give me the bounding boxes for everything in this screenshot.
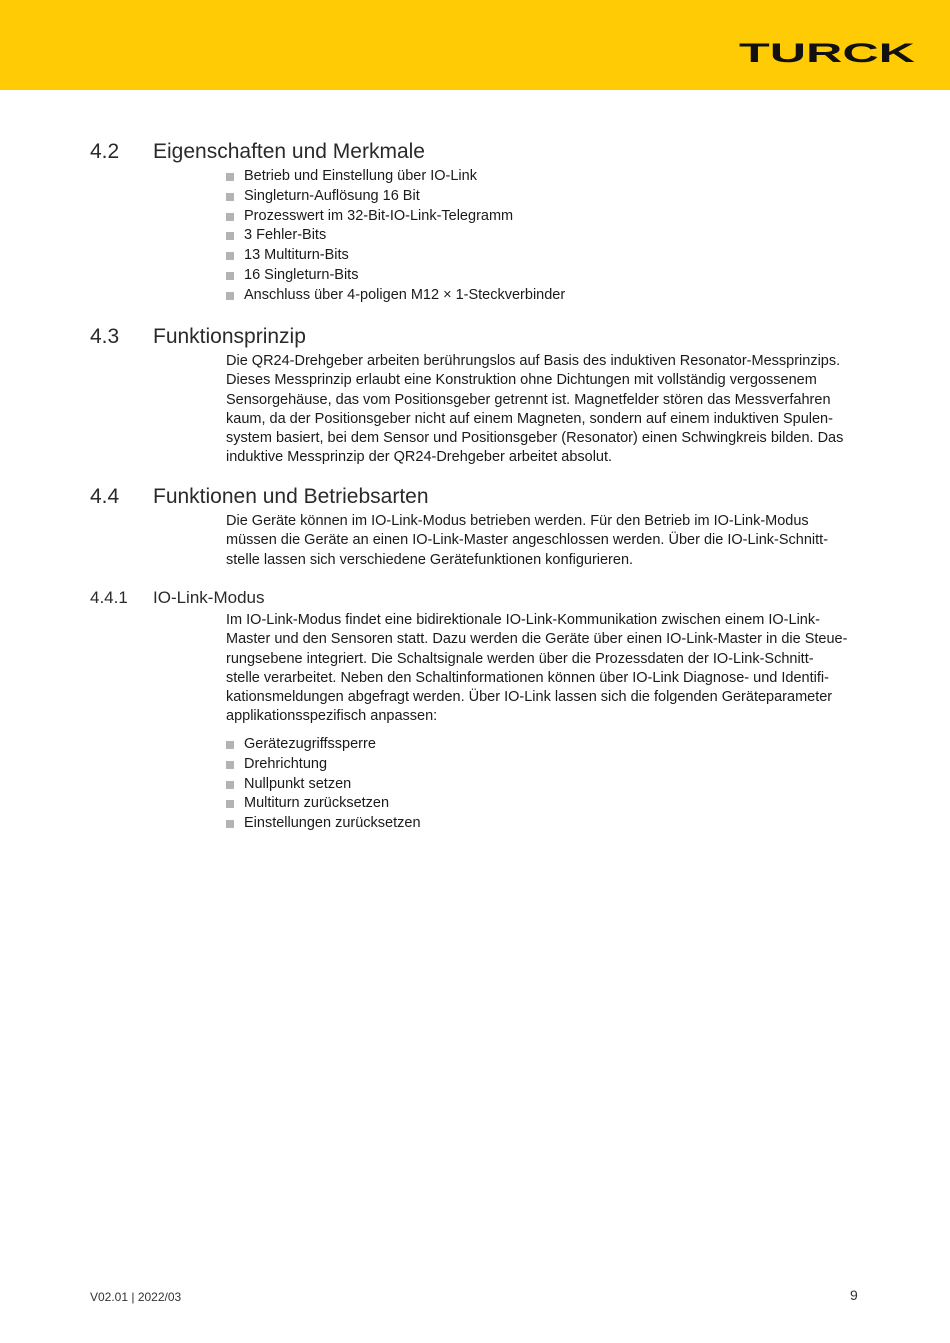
feature-list xyxy=(226,167,565,306)
list-item: 3 Fehler-Bits xyxy=(226,226,565,246)
list-item: Gerätezugriffssperre xyxy=(226,735,421,755)
text-line: Die QR24-Drehgeber arbeiten berührungslos auf Basis des induktiven Resonator-Messprinzips. xyxy=(226,353,841,369)
text-line: Dieses Messprinzip erlaubt eine Konstruktion ohne Dichtungen mit vollständig vergossenem xyxy=(226,372,817,389)
list-item: Nullpunkt setzen xyxy=(226,775,421,795)
text-line: kationsmeldungen abgefragt werden. Über IO-Link lassen sich die folgenden Geräteparameter xyxy=(226,689,833,706)
text-line: Im IO-Link-Modus findet eine bidirektionale IO-Link-Kommunikation zwischen einem IO-Link- xyxy=(226,612,820,628)
list-item: Prozesswert im 32-Bit-IO-Link-Telegramm xyxy=(226,207,565,227)
bullet-square-icon xyxy=(226,193,234,201)
list-item: Drehrichtung xyxy=(226,755,421,775)
section-number: 4.4 xyxy=(90,485,120,508)
footer-version: V02.01 | 2022/03 xyxy=(90,1290,182,1304)
paragraph-funktionsprinzip xyxy=(226,352,866,468)
list-item: 13 Multiturn-Bits xyxy=(226,246,565,266)
list-item: 16 Singleturn-Bits xyxy=(226,266,565,286)
svg-text:TURCK: TURCK xyxy=(739,41,916,65)
section-number: 4.2 xyxy=(90,140,120,163)
section-title: IO-Link-Modus xyxy=(153,588,265,607)
bullet-square-icon xyxy=(226,292,234,300)
turck-logo xyxy=(738,41,916,65)
bullet-square-icon xyxy=(226,820,234,828)
section-number: 4.4.1 xyxy=(90,588,128,607)
paragraph-funktionen xyxy=(226,512,866,570)
bullet-square-icon xyxy=(226,232,234,240)
bullet-square-icon xyxy=(226,252,234,260)
page-number: 9 xyxy=(850,1287,858,1303)
bullet-square-icon xyxy=(226,213,234,221)
section-title: Eigenschaften und Merkmale xyxy=(153,140,425,163)
bullet-square-icon xyxy=(226,741,234,749)
bullet-square-icon xyxy=(226,800,234,808)
text-line: system basiert, bei dem Sensor und Positionsgeber (Resonator) einen Schwingkreis bilden. Das xyxy=(226,430,844,447)
bullet-square-icon xyxy=(226,781,234,789)
list-item: Einstellungen zurücksetzen xyxy=(226,814,421,834)
section-title: Funktionsprinzip xyxy=(153,325,306,348)
bullet-square-icon xyxy=(226,173,234,181)
list-item: Betrieb und Einstellung über IO-Link xyxy=(226,167,565,187)
text-line: Die Geräte können im IO-Link-Modus betrieben werden. Für den Betrieb im IO-Link-Modus xyxy=(226,513,809,529)
text-line: induktive Messprinzip der QR24-Drehgeber arbeitet absolut. xyxy=(226,449,613,466)
bullet-square-icon xyxy=(226,272,234,280)
text-line: stelle verarbeitet. Neben den Schaltinformationen können über IO-Link Diagnose- und Identifi- xyxy=(226,669,829,686)
text-line: stelle lassen sich verschiedene Gerätefunktionen konfigurieren. xyxy=(226,551,634,568)
list-item: Anschluss über 4-poligen M12 × 1-Steckverbinder xyxy=(226,286,565,306)
paragraph-io-link-modus xyxy=(226,611,866,727)
text-line: applikationsspezifisch anpassen: xyxy=(226,708,438,725)
section-title: Funktionen und Betriebsarten xyxy=(153,485,429,508)
text-line: müssen die Geräte an einen IO-Link-Master angeschlossen werden. Über die IO-Link-Schnitt- xyxy=(226,532,829,549)
list-item: Multiturn zurücksetzen xyxy=(226,794,421,814)
text-line: rungsebene integriert. Die Schaltsignale werden über die Prozessdaten der IO-Link-Schnitt- xyxy=(226,650,814,667)
text-line: Sensorgehäuse, das vom Positionsgeber getrennt ist. Magnetfelder stören das Messverfahren xyxy=(226,391,831,408)
bullet-square-icon xyxy=(226,761,234,769)
list-item: Singleturn-Auflösung 16 Bit xyxy=(226,187,565,207)
section-number: 4.3 xyxy=(90,325,120,348)
text-line: Master und den Sensoren statt. Dazu werden die Geräte über einen IO-Link-Master in die Steue- xyxy=(226,631,848,648)
text-line: kaum, da der Positionsgeber nicht auf einem Magneten, sondern auf einem induktiven Spulen- xyxy=(226,410,833,427)
parameter-list xyxy=(226,735,421,834)
